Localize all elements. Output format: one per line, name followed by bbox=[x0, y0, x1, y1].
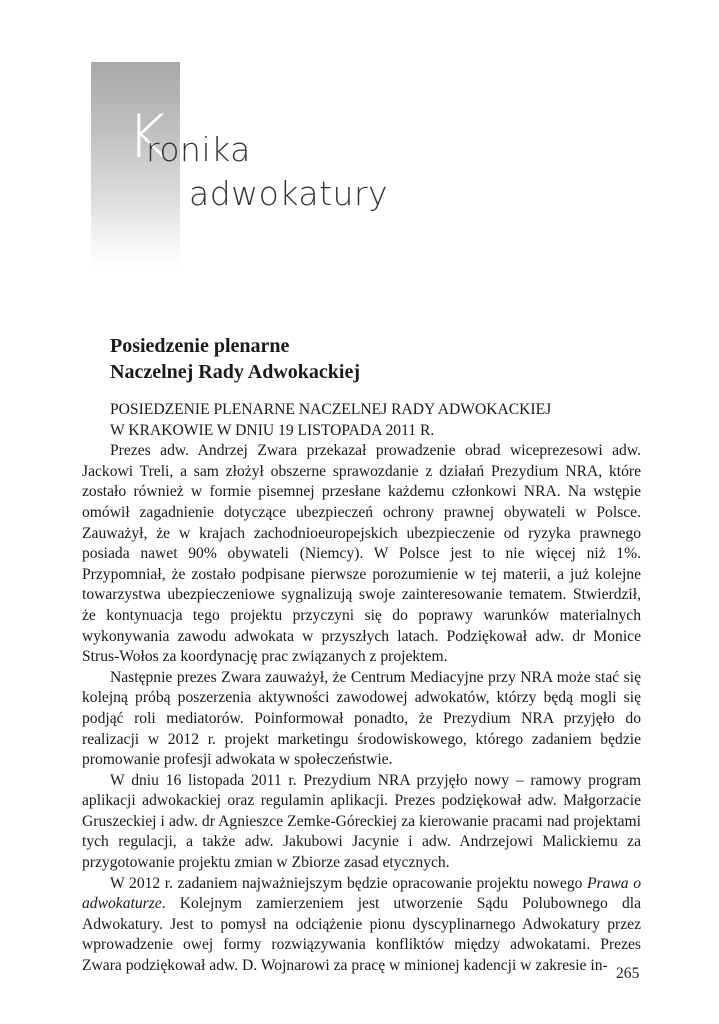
paragraph-2: Następnie prezes Zwara zauważył, że Centrum Mediacyjne przy NRA może stać się kolejną próbą poszerzenia aktywności zawodowej adwokatów, którzy będą mogli się podjąć roli mediatorów. Poinformował ponadto, że Prezydium NRA przyjęło do realizacji w 2012 r. projekt marketingu środowiskowego, którego zadaniem będzie promowanie profesji adwokata w społeczeństwie. bbox=[82, 668, 641, 769]
article-body bbox=[82, 400, 641, 977]
article-subtitle-line2: W KRAKOWIE W DNIU 19 LISTOPADA 2011 R. bbox=[110, 421, 435, 439]
article-heading-line1: Posiedzenie plenarne bbox=[110, 335, 290, 357]
page-number: 265 bbox=[616, 965, 640, 982]
paragraph-4-start: W 2012 r. zadaniem najważniejszym będzie opracowanie projektu nowego bbox=[110, 874, 588, 892]
paragraph-4 bbox=[82, 874, 641, 977]
paragraph-1: Prezes adw. Andrzej Zwara przekazał prowadzenie obrad wiceprezesowi adw. Jackowi Treli, a sam złożył obszerne sprawozdanie z działań Prezydium NRA, które zostało również w formie pisemnej przesłane każdemu członkowi NRA. Na wstępie omówił zagadnienie dotyczące ubezpieczeń ochrony prawnej obywateli w Polsce. Zauważył, że w krajach zachodnioeuropejskich ubezpieczenie od ryzyka prawnego posiada nawet 90% obywateli (Niemcy). W Polsce jest to nie więcej niż 1%. Przypomniał, że zostało podpisane pierwsze porozumienie w tej materii, a już kolejne towarzystwa ubezpieczeniowe sygnalizują swoje zainteresowanie tematem. Stwierdził, że kontynuacja tego projektu przyczyni się do poprawy warunków materialnych wykonywania zawodu adwokata w przyszłych latach. Podziękował adw. dr Monice Strus-Wołos za koordynację prac związanych z projektem. bbox=[82, 442, 641, 666]
article-subtitle-line1: POSIEDZENIE PLENARNE NACZELNEJ RADY ADWOKACKIEJ bbox=[110, 401, 552, 418]
section-title-line1: ronika bbox=[146, 130, 251, 169]
paragraph-3: W dniu 16 listopada 2011 r. Prezydium NRA przyjęło nowy – ramowy program aplikacji adwokackiej oraz regulamin aplikacji. Prezes podziękował adw. Małgorzacie Gruszeckiej i adw. dr Agnieszce Zemke-Góreckiej za kierowanie pracami nad projektami tych regulacji, a także adw. Jakubowi Jacynie i adw. Andrzejowi Malickiemu za przygotowanie projektu zmian w Zbiorze zasad etycznych. bbox=[82, 771, 641, 872]
section-title-line2: adwokatury bbox=[189, 174, 389, 213]
paragraph-4-end: . Kolejnym zamierzeniem jest utworzenie Sądu Polubownego dla Adwokatury. Jest to pomysł na odciążenie pionu dyscyplinarnego Adwokatury przez wprowadzenie owej formy rozwiązywania konfliktów między adwokatami. Prezes Zwara podziękował adw. D. Wojnarowi za pracę w minionej kadencji w zakresie in- bbox=[82, 895, 641, 975]
article-heading-line2: Naczelnej Rady Adwokackiej bbox=[110, 361, 360, 383]
section-initial: K bbox=[127, 102, 167, 172]
article-heading bbox=[110, 333, 360, 385]
paragraph-4-italic-title: Prawa o adwokaturze bbox=[82, 874, 641, 913]
